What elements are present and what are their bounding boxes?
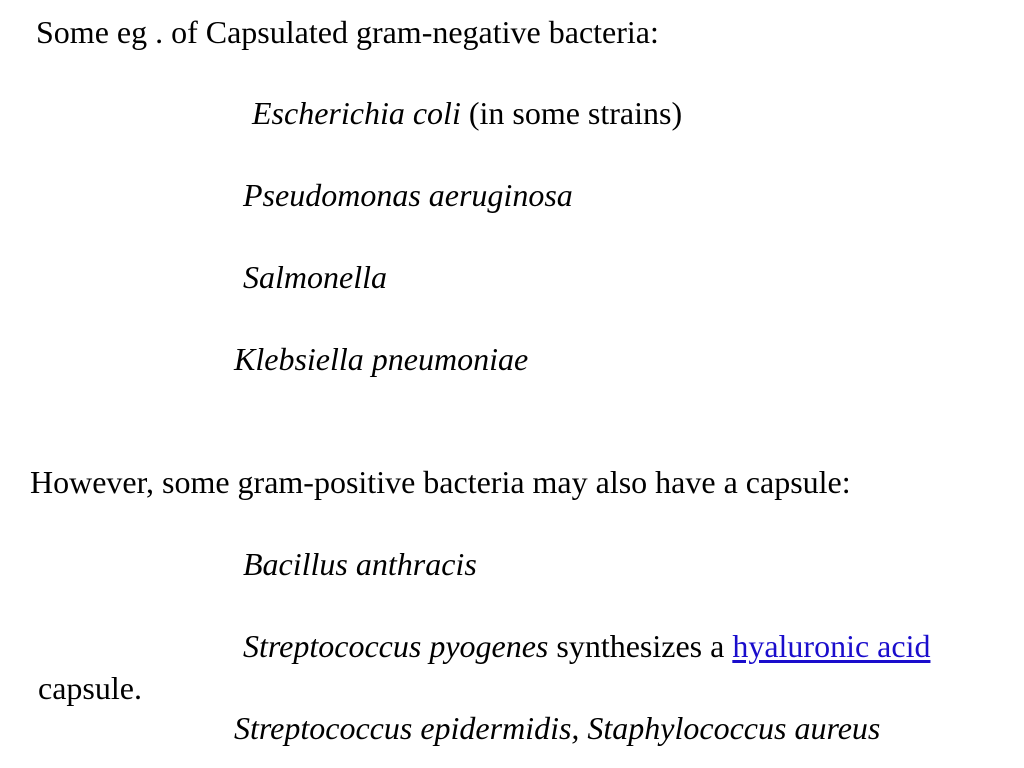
list-item-escherichia-coli: [252, 97, 682, 129]
species-note: (in some strains): [460, 95, 683, 131]
list-item-streptococcus-epidermidis-staphylococcus-aureus: Streptococcus epidermidis, Staphylococcus aureus: [234, 710, 881, 746]
gram-positive-heading: However, some gram-positive bacteria may also have a capsule:: [30, 464, 851, 500]
species-description: synthesizes a: [548, 628, 733, 664]
list-item-streptococcus-pyogenes: [243, 630, 930, 662]
list-item-bacillus-anthracis: Bacillus anthracis: [243, 546, 477, 582]
list-item-klebsiella-pneumoniae: Klebsiella pneumoniae: [234, 341, 529, 377]
species-name: Streptococcus pyogenes: [243, 628, 549, 664]
list-item-pseudomonas-aeruginosa: Pseudomonas aeruginosa: [243, 177, 573, 213]
gram-negative-heading: Some eg . of Capsulated gram-negative bacteria:: [36, 14, 659, 50]
hyaluronic-acid-link[interactable]: hyaluronic acid: [732, 628, 931, 664]
streptococcus-pyogenes-continuation: capsule.: [38, 670, 142, 706]
species-name: Escherichia coli: [252, 95, 461, 131]
list-item-salmonella: Salmonella: [243, 259, 387, 295]
